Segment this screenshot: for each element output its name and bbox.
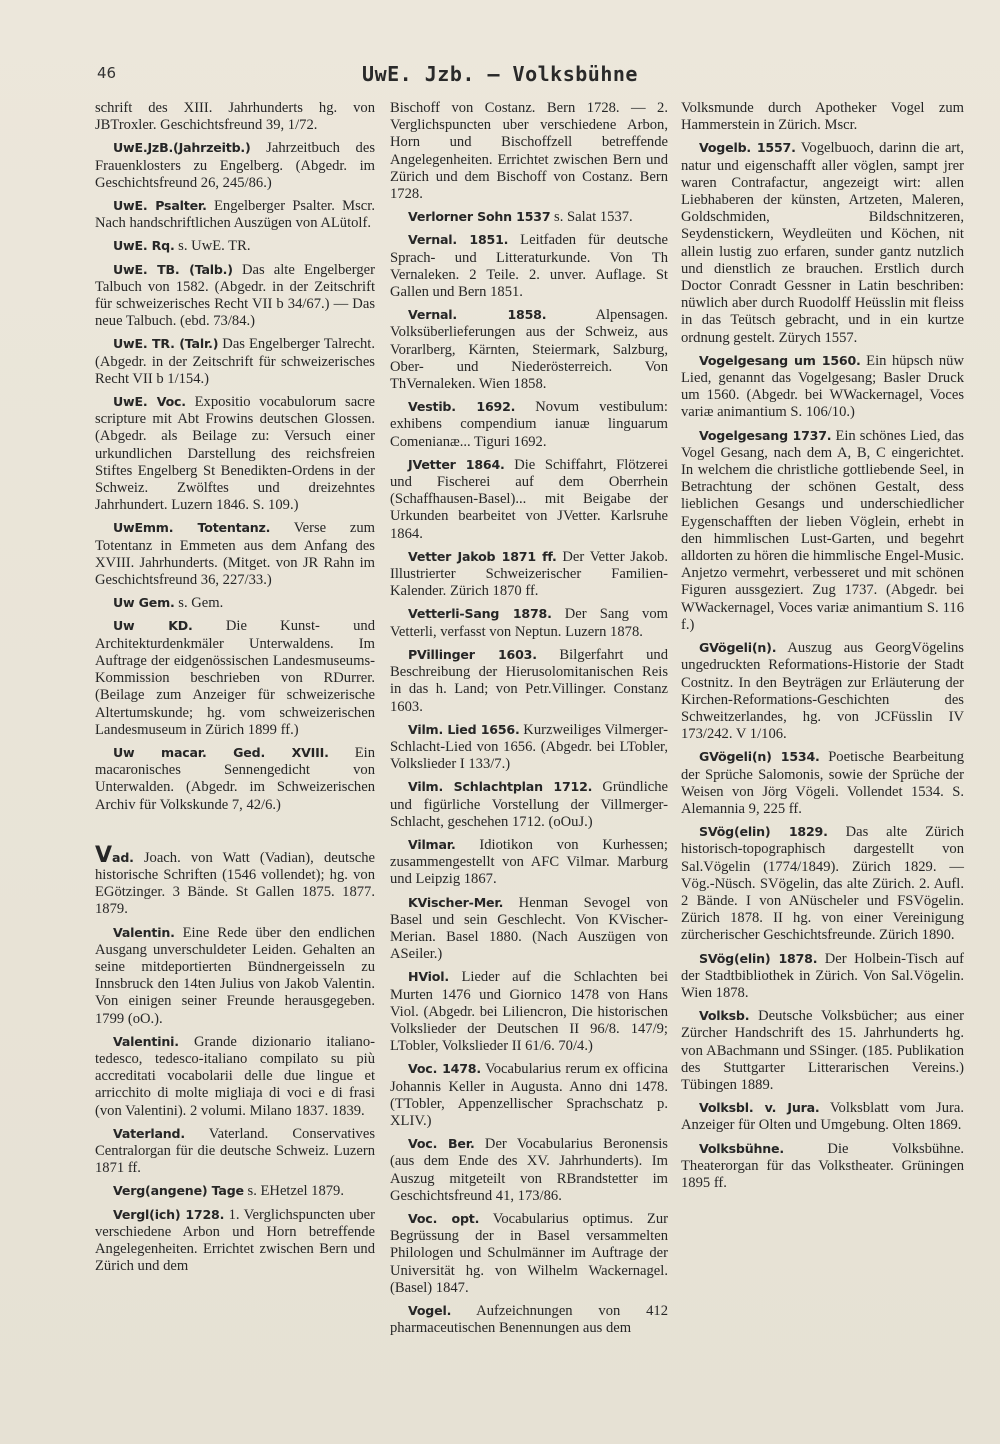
entry-keyword: Verlorner Sohn 1537 <box>408 209 551 225</box>
dictionary-entry <box>681 950 964 1003</box>
dictionary-entry <box>390 398 668 451</box>
dictionary-entry <box>95 139 375 192</box>
dictionary-entry <box>95 393 375 514</box>
entry-text: Bilgerfahrt und Beschreibung der Hierusolomitanischen Reis in das h. Land; von Petr.Villinger. Constanz 1603. <box>390 646 668 715</box>
dictionary-entry <box>390 778 668 831</box>
entry-text: Henman Sevogel von Basel und sein Geschlecht. Von KVischer-Merian. Basel 1880. (Nach Auszügen von ASeiler.) <box>390 894 668 963</box>
entry-keyword: UwE. TR. (Talr.) <box>113 336 219 352</box>
dictionary-entry <box>95 924 375 1028</box>
entry-text: Ein macaronisches Sennengedicht von Unterwalden. (Abgedr. im Schweizerischen Archiv für Volkskunde 7, 42/6.) <box>95 744 375 813</box>
dictionary-entry <box>95 842 375 919</box>
entry-keyword: ad. <box>112 849 134 865</box>
entry-text: Ein hüpsch nüw Lied, genannt das Vogelgesang; Basler Druck um 1560. (Abgedr. bei WWackernagel, Voces variæ animantium S. 106/10.) <box>681 352 964 421</box>
entry-keyword: Voc. opt. <box>408 1210 480 1226</box>
entry-keyword: Volksbühne. <box>699 1140 784 1156</box>
entry-text: schrift des XIII. Jahrhunderts hg. von JBTroxler. Geschichtsfreund 39, 1/72. <box>95 100 375 134</box>
entry-keyword: UwE. TB. (Talb.) <box>113 261 233 277</box>
entry-keyword: Vergl(ich) 1728. <box>113 1206 225 1222</box>
entry-text: Auszug aus GeorgVögelins ungedruckten Reformations-Historie der Stadt Costnitz. In den Beyträgen zur Erläuterung der Kirchen-Reformations-Geschichten des Schweitzerlandes, hg. von JCFüsslin IV 173/242. V 1/106. <box>681 640 964 743</box>
dictionary-entry <box>681 748 964 818</box>
dictionary-entry <box>95 335 375 388</box>
dictionary-entry <box>390 646 668 716</box>
dictionary-entry <box>95 237 375 255</box>
entry-keyword: Vestib. 1692. <box>408 399 516 415</box>
section-letter: V <box>95 842 113 868</box>
entry-text: Gründliche und figürliche Vorstellung der Villmerger-Schlacht, geschehen 1712. (oOuJ.) <box>390 779 668 830</box>
entry-keyword: Valentin. <box>113 924 175 940</box>
dictionary-entry <box>681 1099 964 1134</box>
entry-text: Expositio vocabulorum sacre scripture mit Abt Frowins deutschen Glossen. (Abgedr. als Beilage zu: Versuch einer urkundlichen Darstellung des reichsfreien Stiftes Engelberg St Benedikten-Ordens in der Schweiz. Zwölftes und dreizehntes Jahrhundert. Luzern 1846. S. 109.) <box>95 394 375 514</box>
dictionary-entry <box>681 823 964 944</box>
entry-keyword: Vaterland. <box>113 1125 185 1141</box>
entry-text: Verse zum Totentanz in Emmeten aus dem Anfang des XVIII. Jahrhunderts. (Mitget. von JR Rahn im Geschichtsfreund 36, 227/33.) <box>95 520 375 589</box>
entry-keyword: Uw Gem. <box>113 595 175 611</box>
entry-keyword: PVillinger 1603. <box>408 646 537 662</box>
entry-text: Die Kunst- und Architekturdenkmäler Unterwaldens. Im Auftrage der eidgenössischen Landesmuseums-Kommission beschrieben von RDurrer. (Beilage zum Anzeiger für schweizerische Altertumskunde; hg. vom schweizerischen Landesmuseum in Zürich 1899 ff.) <box>95 618 375 738</box>
entry-text: Das alte Engelberger Talbuch von 1582. (Abgedr. in der Zeitschrift für schweizerisches Recht VII b 34/67.) — Das neue Talbuch. (ebd. 73/84.) <box>95 261 375 330</box>
entry-keyword: SVög(elin) 1878. <box>699 950 818 966</box>
entry-keyword: Valentini. <box>113 1033 179 1049</box>
entry-text: Volksblatt vom Jura. Anzeiger für Olten und Umgebung. Olten 1869. <box>681 1100 965 1134</box>
dictionary-entry <box>95 100 375 134</box>
entry-keyword: Vogelb. 1557. <box>699 140 796 156</box>
dictionary-entry <box>390 1302 668 1337</box>
dictionary-entry <box>681 352 964 422</box>
entry-text: Vaterland. Conservatives Centralorgan für die deutsche Schweiz. Luzern 1871 ff. <box>95 1125 375 1177</box>
entry-keyword: Vetter Jakob 1871 ff. <box>408 548 557 564</box>
section-v <box>95 842 376 1276</box>
dictionary-entry <box>95 617 375 738</box>
entry-text: Die Schiffahrt, Flötzerei und Fischerei auf dem Oberrhein (Schaffhausen-Basel)... mit Beigabe der Urkunden bearbeitet von JVetter. Karlsruhe 1864. <box>390 456 669 542</box>
dictionary-entry <box>390 1060 668 1130</box>
entry-text: Lieder auf die Schlachten bei Murten 1476 und Giornico 1478 von Hans Viol. (Abgedr. bei Liliencron, Die historischen Volkslieder der Deutschen II 96/8. 147/9; LTobler, Volkslieder II 61/6. 70/4.) <box>390 969 668 1055</box>
entry-keyword: Voc. Ber. <box>408 1136 475 1152</box>
entry-keyword: Vernal. 1858. <box>408 307 547 323</box>
entry-text: Joach. von Watt (Vadian), deutsche historische Schriften (1546 vollendet); hg. von EGötzinger. 3 Bände. St Gallen 1875. 1877. 1879. <box>95 849 375 918</box>
column-middle <box>390 100 668 1342</box>
dictionary-entry <box>95 1206 375 1276</box>
entry-keyword: GVögeli(n) 1534. <box>699 749 820 765</box>
entry-text: Grande dizionario italiano-tedesco, tedesco-italiano compilato su più accreditati vocabolarii delle due lingue et arricchito di molte migliaja di voci e di frasi (von Valentini). 2 volumi. Milano 1837. 1839. <box>95 1033 375 1119</box>
entry-keyword: UwE. Psalter. <box>113 198 207 214</box>
dictionary-entry <box>390 456 668 543</box>
dictionary-entry <box>681 427 964 634</box>
entry-text: Der Sang vom Vetterli, verfasst von Neptun. Luzern 1878. <box>390 606 668 640</box>
entry-text: 1. Verglichspuncten uber verschiedene Arbon und Horn betreffende Angelegenheiten. Errichtet zwischen Bern und Zürich und dem <box>95 1206 376 1275</box>
entry-keyword: Vilm. Lied 1656. <box>408 721 520 737</box>
dictionary-entry <box>95 594 375 612</box>
entry-keyword: UwEmm. Totentanz. <box>113 520 271 536</box>
section-gap <box>95 819 375 847</box>
entry-text: Vocabularius rerum ex officina Johannis Keller in Augusta. Anno dni 1478. (TTobler, Appenzellischer Sprachschatz p. XLIV.) <box>390 1061 668 1129</box>
entry-text: Aufzeichnungen von 412 pharmaceutischen Benennungen aus dem <box>390 1303 668 1337</box>
entry-keyword: Verg(angene) Tage <box>113 1183 244 1199</box>
entry-keyword: Uw KD. <box>113 618 193 634</box>
entry-keyword: HViol. <box>408 969 449 985</box>
column-right <box>681 100 964 1197</box>
dictionary-entry <box>390 836 668 889</box>
entry-keyword: UwE.JzB.(Jahrzeitb.) <box>113 140 251 156</box>
dictionary-entry <box>390 968 668 1055</box>
entry-keyword: Vilm. Schlachtplan 1712. <box>408 779 593 795</box>
entry-keyword: KVischer-Mer. <box>408 894 504 910</box>
dictionary-entry <box>390 548 668 601</box>
entry-keyword: Vilmar. <box>408 836 456 852</box>
dictionary-entry <box>681 1007 964 1094</box>
entry-keyword: Voc. 1478. <box>408 1061 481 1077</box>
entry-text: Der Vetter Jakob. Illustrierter Schweizerischer Familien-Kalender. Zürich 1870 ff. <box>390 548 668 600</box>
dictionary-entry <box>95 1125 375 1178</box>
entry-text: Die Volksbühne. Theaterorgan für das Volkstheater. Grüningen 1895 ff. <box>681 1140 964 1191</box>
entry-text: s. EHetzel 1879. <box>243 1183 344 1200</box>
entry-text: s. Salat 1537. <box>550 209 633 226</box>
dictionary-entry <box>390 100 668 203</box>
dictionary-entry <box>390 721 668 774</box>
entry-keyword: Volksb. <box>699 1008 750 1024</box>
entry-text: s. Gem. <box>174 595 224 612</box>
entry-keyword: Volksbl. v. Jura. <box>699 1100 820 1116</box>
dictionary-entry <box>681 1140 964 1193</box>
entry-text: Das Engelberger Talrecht. (Abgedr. in der Zeitschrift für schweizerisches Recht VII b 1/154.) <box>95 336 375 387</box>
entry-text: Das alte Zürich historisch-topographisch dargestellt von Sal.Vögelin (1774/1849). Zürich 1829. — Vög.-Nüsch. SVögelin, das alte Zürich. 2. Aufl. 2 Bände. I von ANüscheler und FSVögelin. Zürich 1878. II hg. von einer Vereinigung zürcherischer Geschichtsfreunde. Zürich 1890. <box>681 824 964 944</box>
dictionary-entry <box>681 100 964 134</box>
entry-keyword: SVög(elin) 1829. <box>699 824 828 840</box>
dictionary-entry <box>95 519 375 589</box>
entry-text: Volksmunde durch Apotheker Vogel zum Hammerstein in Zürich. Mscr. <box>681 100 964 134</box>
dictionary-entry <box>95 1033 375 1120</box>
dictionary-entry <box>95 744 375 814</box>
entry-keyword: GVögeli(n). <box>699 640 777 656</box>
entry-text: Engelberger Psalter. Mscr. Nach handschriftlichen Auszügen von ALütolf. <box>95 198 375 232</box>
dictionary-entry <box>681 639 964 743</box>
running-head: UwE. Jzb. — Volksbühne <box>362 62 638 86</box>
dictionary-entry <box>390 894 668 964</box>
entry-text: Poetische Bearbeitung der Sprüche Salomonis, sowie der Sprüche der Weisen von Jörg Vögeli. Vollendet 1534. S. Alemannia 9, 225 ff. <box>681 749 964 817</box>
entry-text: Vogelbuoch, darinn die art, natur und eigenschafft aller vöglen, sampt jrer waren Contrafactur, angezeigt wirt: allen Liebhaberen der künsten, Artzeten, Maleren, Goldschmiden, Bildschnitzeren, Seydenstickern, Weydleüten und Köchen, nit allein lustig zuo erfaren, sunder gantz nutzlich und dienstlich ze brauchen. Erstlich durch Doctor Conradt Gessner in Latin beschriben: nüwlich aber durch Ruodolff Heüsslin mit fleiss in das Teütsch gebracht, und in ein kurtze ordnung gestelt. Zürych 1557. <box>681 140 964 346</box>
dictionary-entry <box>390 231 668 301</box>
entry-text: Leitfaden für deutsche Sprach- und Litteraturkunde. Von Th Vernaleken. 2 Teile. 2. unver. Auflage. St Gallen und Bern 1851. <box>390 232 668 301</box>
entry-keyword: Vernal. 1851. <box>408 232 509 248</box>
page-number: 46 <box>97 64 117 82</box>
entry-keyword: Vogel. <box>408 1303 452 1318</box>
entry-keyword: UwE. Rq. <box>113 238 175 254</box>
dictionary-entry <box>681 139 964 346</box>
page-header <box>0 60 1000 90</box>
dictionary-entry <box>95 261 375 331</box>
entry-text: Jahrzeitbuch des Frauenklosters zu Engelberg. (Abgedr. im Geschichtsfreund 26, 245/86.) <box>95 140 375 191</box>
entry-text: s. UwE. TR. <box>174 238 251 255</box>
entry-text: Kurzweiliges Vilmerger-Schlacht-Lied von 1656. (Abgedr. bei LTobler, Volkslieder I 133/7.) <box>390 721 668 773</box>
dictionary-entry <box>95 1182 375 1200</box>
entry-text: Vocabularius optimus. Zur Begrüssung der in Basel versammelten Philologen und Schulmänner im Auftrage der Universität hg. von Wilhelm Wackernagel. (Basel) 1847. <box>390 1210 668 1296</box>
entry-keyword: UwE. Voc. <box>113 394 186 410</box>
entry-keyword: Vogelgesang um 1560. <box>699 352 861 368</box>
entry-text: Ein schönes Lied, das Vogel Gesang, nach dem A, B, C eingerichtet. In welchem die christliche gottliebende Seel, in Betrachtung der schönen Gestalt, dess lieblichen Gesangs und underschiedlicher Eygenschafften der lieben Vöglein, erhebt in den himmlischen Lust-Garten, und begehrt alldorten zu hören die himmlische Engel-Music. Anjetzo vermehrt, verbesseret und mit schönen Figuren aussgeziert. Zug 1737. (Abgedr. bei WWackernagel, Voces variæ animantium S. 116 f.) <box>681 427 964 633</box>
dictionary-entry <box>95 197 375 232</box>
entry-keyword: Vetterli-Sang 1878. <box>408 606 552 622</box>
entry-keyword: Uw macar. Ged. XVIII. <box>113 744 329 760</box>
entry-text: Der Vocabularius Beronensis (aus dem Ende des XV. Jahrhunderts). Im Auszug mitgeteilt von RBrandstetter im Geschichtsfreund 41, 173/86. <box>390 1136 668 1204</box>
entry-text: Eine Rede über den endlichen Ausgang unverschuldeter Leiden. Gehalten an seine mitdeportierten Bündnergeisseln zu Innsbruck den 14ten Julius von Jakob Valentin. Von einigen seiner Freunde herausgegeben. 1799 (oO.). <box>95 924 375 1027</box>
dictionary-entry <box>390 1210 668 1297</box>
dictionary-entry <box>390 605 668 640</box>
entry-text: Alpensagen. Volksüberlieferungen aus der Schweiz, aus Vorarlberg, Kärnten, Steiermark, Salzburg, Ober- und Niederösterreich. Von ThVernaleken. Wien 1858. <box>390 307 669 393</box>
entry-text: Idiotikon von Kurhessen; zusammengestellt von AFC Vilmar. Marburg und Leipzig 1867. <box>390 836 668 888</box>
entry-text: Deutsche Volksbücher; aus einer Zürcher Handschrift des 15. Jahrhunderts hg. von ABachmann und SSinger. (185. Publikation des Stuttgarter Litterarischen Vereins.) Tübingen 1889. <box>681 1008 964 1093</box>
dictionary-entry <box>390 1135 668 1205</box>
entry-text: Bischoff von Costanz. Bern 1728. — 2. Verglichspuncten uber verschiedene Arbon, Horn und Bischoffzell betreffende Angelegenheiten. Errichtet zwischen Bern und Zürich und dem Bischoff von Costanz. Bern 1728. <box>390 100 668 203</box>
entry-text: Novum vestibulum: exhibens compendium ianuæ linguarum Comenianæ... Tiguri 1692. <box>390 399 668 450</box>
entry-keyword: JVetter 1864. <box>408 456 505 472</box>
column-left <box>95 100 375 1280</box>
entry-text: Der Holbein-Tisch auf der Stadtbibliothek in Zürich. Von Sal.Vögelin. Wien 1878. <box>681 950 964 1001</box>
dictionary-entry <box>390 208 668 226</box>
dictionary-entry <box>390 306 668 393</box>
entry-keyword: Vogelgesang 1737. <box>699 427 832 443</box>
